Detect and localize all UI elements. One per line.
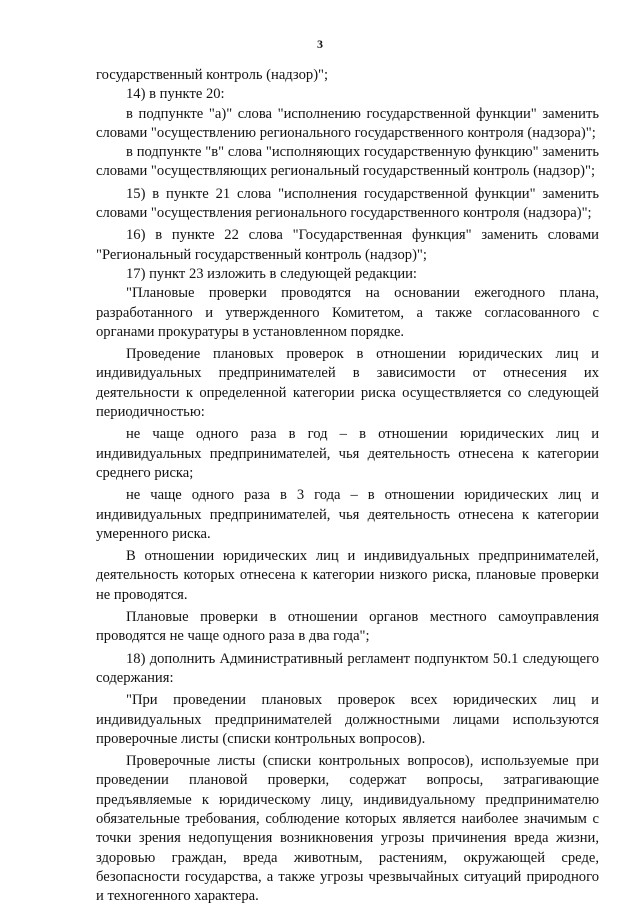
paragraph-medium-risk: не чаще одного раза в год – в отношении юридических лиц и индивидуальных предпринимателей, чья деятельность отнесена к категории среднего риска; bbox=[96, 426, 599, 481]
paragraph-item-15: 15) в пункте 21 слова "исполнения государственной функции" заменить словами "осуществления регионального государственного контроля (надзора)"; bbox=[96, 185, 599, 222]
document-body bbox=[96, 66, 599, 906]
paragraph-checklist-content: Проверочные листы (списки контрольных вопросов), используемые при проведении плановой проверки, содержат вопросы, затрагивающие предъявляемые к юридическому лицу, индивидуальному предпринимателю обязательные требования, соблюдение которых является наиболее значимым с точки зрения недопущения возникновения угрозы причинения вреда жизни, здоровью граждан, вреда животным, растениям, окружающей среде, безопасности государства, а также угрозы чрезвычайных ситуаций природного и техногенного характера. bbox=[96, 753, 599, 905]
paragraph-moderate-risk: не чаще одного раза в 3 года – в отношении юридических лиц и индивидуальных предпринимателей, чья деятельность отнесена к категории умеренного риска. bbox=[96, 487, 599, 542]
paragraph-planned-inspections: "Плановые проверки проводятся на основании ежегодного плана, разработанного и утвержденного Комитетом, а также согласованного с органами прокуратуры в установленном порядке. bbox=[96, 285, 599, 340]
paragraph-continuation: государственный контроль (надзор)"; bbox=[96, 67, 329, 83]
paragraph-item-17: 17) пункт 23 изложить в следующей редакции: bbox=[126, 265, 417, 282]
paragraph-local-government: Плановые проверки в отношении органов местного самоуправления проводятся не чаще одного раза в два года"; bbox=[96, 609, 599, 645]
paragraph-item-18: 18) дополнить Административный регламент подпунктом 50.1 следующего содержания: bbox=[96, 650, 599, 686]
paragraph-item-14: 14) в пункте 20: bbox=[126, 86, 225, 103]
paragraph-item-16: 16) в пункте 22 слова "Государственная функция" заменить словами "Региональный государственный контроль (надзор)"; bbox=[96, 227, 599, 263]
paragraph-low-risk: В отношении юридических лиц и индивидуальных предпринимателей, деятельность которых отнесена к категории низкого риска, плановые проверки не проводятся. bbox=[96, 548, 599, 603]
page-number: 3 bbox=[317, 37, 323, 51]
paragraph-checklists: "При проведении плановых проверок всех юридических лиц и индивидуальных предпринимателей должностными лицами используются проверочные листы (списки контрольных вопросов). bbox=[96, 692, 599, 747]
paragraph-item-14-a: в подпункте "а)" слова "исполнению государственной функции" заменить словами "осуществлению регионального государственного контроля (надзора)"; bbox=[96, 105, 599, 141]
paragraph-item-14-v: в подпункте "в" слова "исполняющих государственную функцию" заменить словами "осуществляющих региональный государственный контроль (надзор)"; bbox=[96, 144, 599, 180]
paragraph-risk-periodicity: Проведение плановых проверок в отношении юридических лиц и индивидуальных предпринимателей в зависимости от отнесения их деятельности к определенной категории риска осуществляется со следующей периодичностью: bbox=[96, 346, 599, 421]
